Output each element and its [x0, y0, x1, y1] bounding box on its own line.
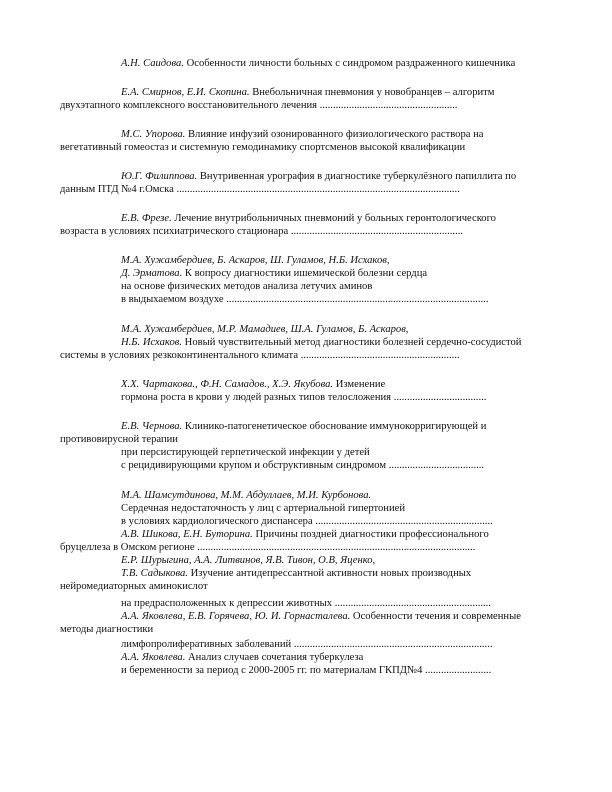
entry-title-text: Изучение антидепрессантной активности новых производных: [187, 568, 472, 579]
toc-entry-khuzhamberdiev-2: М.А. Хужамбердиев, М.Р. Мамадиев, Ш.А. Гуламов, Б. Аскаров,: [121, 324, 409, 335]
entry-authors: А.А. Яковлева, Е.В. Горячева, Ю. И. Горнасталева.: [121, 611, 351, 622]
entry-title-cont: на предрасположенных к депрессии животных ...........................................................: [121, 598, 491, 609]
entry-title-text: Новый чувствительный метод диагностики болезней сердечно-сосудистой: [182, 337, 522, 348]
entry-title-cont: в выдыхаемом воздухе ...................................................................................................: [121, 294, 489, 305]
entry-title: [121, 336, 521, 349]
entry-authors: Ю.Г. Филиппова.: [121, 171, 198, 182]
entry-title: [121, 567, 471, 580]
entry-title-cont: системы в условиях резкоконтинентального климата ............................................................: [60, 350, 460, 361]
entry-title-cont: нейромедиаторных аминокислот: [60, 581, 208, 592]
entry-title-cont: вегетативный гомеостаз и системную гемодинамику спортсменов высокой квалификации: [60, 142, 466, 153]
entry-title-cont: и беременности за период с 2000-2005 гг. по материалам ГКПД№4 .........................: [121, 665, 492, 676]
entry-title: Лечение внутрибольничных пневмоний у больных геронтологического: [171, 213, 496, 224]
entry-authors: Е.В. Чернова.: [121, 421, 183, 432]
entry-title-cont: в условиях кардиологического диспансера ...................................................................: [121, 516, 493, 527]
toc-entry-yakovleva-1: [121, 610, 521, 623]
entry-title: Изменение: [333, 379, 386, 390]
entry-title-cont: методы диагностики: [60, 624, 154, 635]
toc-entry-uporova: [121, 128, 484, 141]
entry-authors-cont: Н.Б. Исхаков.: [121, 337, 183, 348]
toc-entry-shamsutdinova: М.А. Шамсутдинова, М.М. Абдуллаев, М.И. Курбонова.: [121, 490, 372, 501]
entry-title: Влияние инфузий озонированного физиологического раствора на: [185, 129, 484, 140]
entry-title: Особенности личности больных с синдромом раздраженного кишечника: [183, 58, 516, 69]
entry-title: Клинико-патогенетическое обоснование иммунокорригирующей и: [182, 421, 487, 432]
entry-title-cont: возраста в условиях психиатрического стационара .................................................................: [60, 226, 463, 237]
entry-authors: Е.В. Фрезе.: [121, 213, 172, 224]
entry-authors: А.Н. Саидова.: [121, 58, 184, 69]
entry-title-cont: двухэтапного комплексного восстановительного лечения ....................................................: [60, 100, 458, 111]
entry-title-cont: противовирусной терапии: [60, 434, 178, 445]
entry-title-text: К вопросу диагностики ишемической болезни сердца: [182, 268, 428, 279]
entry-title: Особенности течения и современные: [350, 611, 521, 622]
entry-title-cont: бруцеллеза в Омском регионе .........................................................................................................: [60, 542, 476, 553]
entry-authors: А.В. Шикова, Е.Н. Буторина.: [121, 529, 253, 540]
entry-title-cont: при персистирующей герпетической инфекции у детей: [121, 447, 370, 458]
toc-entry-chartakova: [121, 378, 385, 391]
entry-title: Причины поздней диагностики профессионального: [252, 529, 489, 540]
entry-title: [121, 267, 427, 280]
toc-entry-shurygina: Е.Р. Шурыгина, А.А. Литвинов, Я.В. Тивон, О.В, Яценко,: [121, 555, 376, 566]
entry-title-cont: данным ПТД №4 г.Омска ...........................................................................................................: [60, 184, 460, 195]
entry-title-cont: гормона роста в крови у людей разных типов телосложения ...................................: [121, 392, 487, 403]
entry-title: Внутривенная урография в диагностике туберкулёзного папиллита по: [197, 171, 517, 182]
entry-title: Сердечная недостаточность у лиц с артериальной гипертонией: [121, 503, 406, 514]
toc-entry-filippova: [121, 170, 516, 183]
toc-entry-chernova: [121, 420, 486, 433]
toc-entry-yakovleva-2: [121, 651, 363, 664]
entry-authors: Х.Х. Чартакова., Ф.Н. Самадов., Х.Э. Якубова.: [121, 379, 334, 390]
entry-title: Анализ случаев сочетания туберкулеза: [185, 652, 364, 663]
entry-authors: М.С. Упорова.: [121, 129, 186, 140]
entry-authors: А.А. Яковлева.: [121, 652, 186, 663]
entry-title-cont: с рецидивирующими крупом и обструктивным синдромом ....................................: [121, 460, 485, 471]
entry-title-cont: на основе физических методов анализа летучих аминов: [121, 281, 373, 292]
entry-authors-cont: Т.В. Садыкова.: [121, 568, 188, 579]
entry-authors: Е.А. Смирнов, Е.И. Скопина.: [121, 87, 250, 98]
toc-entry-saidova: [121, 57, 515, 70]
toc-entry-shikova: [121, 528, 489, 541]
toc-entry-smirnov: [121, 86, 495, 99]
entry-title: Внебольничная пневмония у новобранцев – алгоритм: [249, 87, 495, 98]
entry-title-cont: лимфопролиферативных заболеваний ...........................................................................: [121, 639, 493, 650]
toc-entry-freze: [121, 212, 496, 225]
toc-entry-khuzhamberdiev-1: М.А. Хужамбердиев, Б. Аскаров, Ш. Гуламов, Н.Б. Исхаков,: [121, 255, 390, 266]
entry-authors-cont: Д. Эрматова.: [121, 268, 183, 279]
